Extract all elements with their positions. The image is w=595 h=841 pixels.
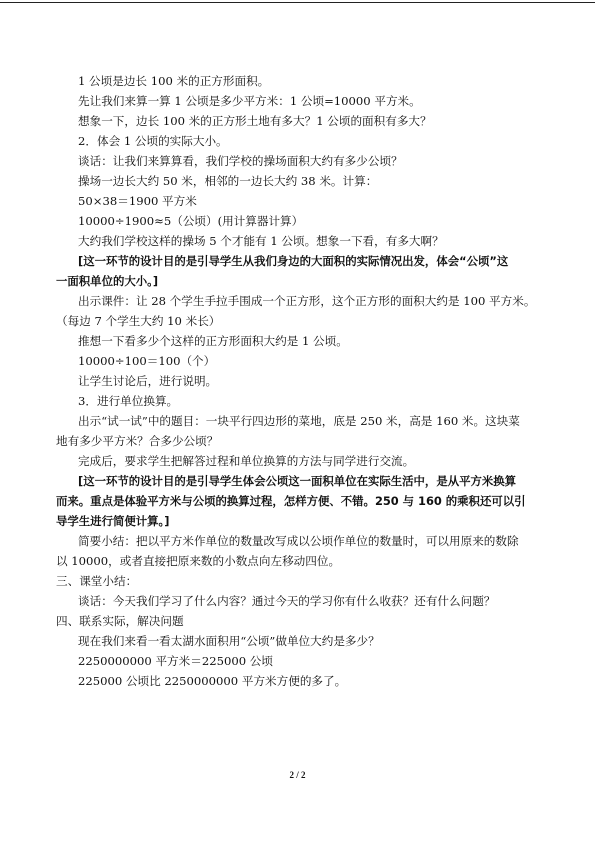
text-line: 1 公顷是边长 100 米的正方形面积。 — [78, 74, 270, 88]
design-note-line: 而来。重点是体验平方米与公顷的换算过程，怎样方便、不错。250 与 160 的乘积还可以引 — [56, 494, 526, 508]
text-line: 3．进行单位换算。 — [78, 394, 179, 408]
page-number: 2 / 2 — [289, 770, 306, 780]
document-body — [56, 74, 540, 694]
text-line: 简要小结：把以平方米作单位的数量改写成以公顷作单位的数量时，可以用原来的数除 — [78, 534, 519, 548]
design-note-line: 一面积单位的大小。] — [56, 274, 159, 288]
text-line: 现在我们来看一看太湖水面积用“公顷”做单位大约是多少？ — [78, 634, 380, 648]
text-line: 推想一下看多少个这样的正方形面积大约是 1 公顷。 — [78, 334, 348, 348]
text-line: （每边 7 个学生大约 10 米长） — [56, 314, 221, 328]
section-heading: 三、课堂小结： — [56, 574, 138, 588]
text-line: 以 10000，或者直接把原来数的小数点向左移动四位。 — [56, 554, 341, 568]
text-line: 10000÷1900≈5（公顷）(用计算器计算） — [78, 214, 304, 228]
text-line: 2250000000 平方米＝225000 公顷 — [78, 654, 273, 668]
design-note-line: 导学生进行简便计算。] — [56, 514, 170, 528]
text-line: 出示“试一试”中的题目：一块平行四边形的菜地，底是 250 米，高是 160 米。这块菜 — [78, 414, 520, 428]
text-line: 谈话：今天我们学习了什么内容？通过今天的学习你有什么收获？还有什么问题？ — [78, 594, 496, 608]
text-line: 操场一边长大约 50 米，相邻的一边长大约 38 米。计算： — [78, 174, 378, 188]
design-note-line: [这一环节的设计目的是引导学生从我们身边的大面积的实际情况出发，体会“公顷”这 — [78, 254, 509, 268]
text-line: 225000 公顷比 2250000000 平方米方便的多了。 — [78, 674, 347, 688]
text-line: 地有多少平方米？合多少公顷？ — [56, 434, 219, 448]
text-line: 出示课件：让 28 个学生手拉手围成一个正方形，这个正方形的面积大约是 100 平方米。 — [78, 294, 536, 308]
text-line: 先让我们来算一算 1 公顷是多少平方米：1 公顷=10000 平方米。 — [78, 94, 421, 108]
section-heading: 四、联系实际，解决问题 — [56, 614, 184, 628]
text-line: 大约我们学校这样的操场 5 个才能有 1 公顷。想象一下看，有多大啊？ — [78, 234, 444, 248]
design-note-line: [这一环节的设计目的是引导学生体会公顷这一面积单位在实际生活中，是从平方米换算 — [78, 474, 517, 488]
text-line: 2．体会 1 公顷的实际大小。 — [78, 134, 228, 148]
text-line: 谈话：让我们来算算看，我们学校的操场面积大约有多少公顷？ — [78, 154, 403, 168]
text-line: 50×38＝1900 平方米 — [78, 194, 197, 208]
text-line: 10000÷100＝100（个） — [78, 354, 216, 368]
text-line: 让学生讨论后，进行说明。 — [78, 374, 218, 388]
header-rule — [0, 2, 595, 3]
text-line: 想象一下，边长 100 米的正方形土地有多大？1 公顷的面积有多大？ — [78, 114, 432, 128]
text-line: 完成后，要求学生把解答过程和单位换算的方法与同学进行交流。 — [78, 454, 415, 468]
